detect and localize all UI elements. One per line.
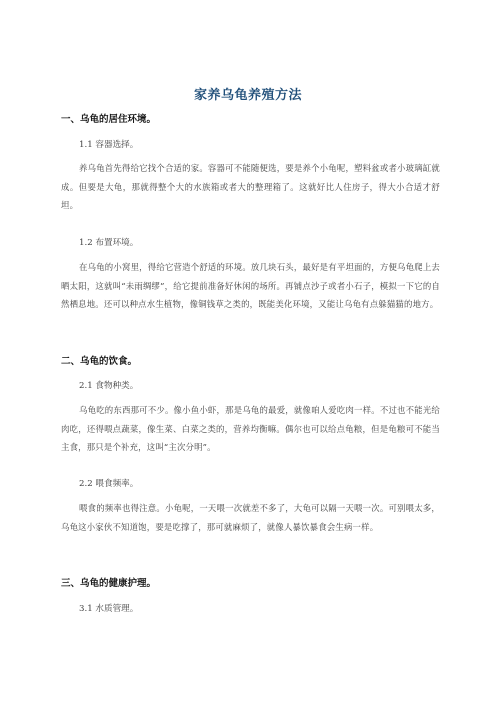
subsection-heading-2-2: 2.2 喂食频率。 <box>79 479 139 489</box>
paragraph-2-2: 喂食的频率也得注意。小龟呢，一天喂一次就差不多了，大龟可以隔一天喂一次。可别喂太多，乌龟这小家伙不知道饱，要是吃撑了，那可就麻烦了，就像人暴饮暴食会生病一样。 <box>61 503 440 532</box>
paragraph-1-2: 在乌龟的小窝里，得给它营造个舒适的环境。放几块石头，最好是有平坦面的，方便乌龟爬上去晒太阳，这就叫“未雨绸缪”，给它提前准备好休闲的场所。再铺点沙子或者小石子，模拟一下它的自然栖息地。还可以种点水生植物，像铜钱草之类的，既能美化环境，又能让乌龟有点躲猫猫的地方。 <box>61 262 440 309</box>
subsection-heading-2-1: 2.1 食物种类。 <box>79 381 139 391</box>
section-heading-2: 二、乌龟的饮食。 <box>61 356 138 367</box>
paragraph-2-1: 乌龟吃的东西那可不少。像小鱼小虾，那是乌龟的最爱，就像咱人爱吃肉一样。不过也不能光给肉吃，还得喂点蔬菜，像生菜、白菜之类的，营养均衡嘛。偶尔也可以给点龟粮，但是龟粮可不能当主食，那只是个补充，这叫“主次分明”。 <box>61 405 440 452</box>
document-title: 家养乌龟养殖方法 <box>193 88 302 103</box>
section-heading-3: 三、乌龟的健康护理。 <box>61 578 157 589</box>
subsection-heading-3-1: 3.1 水质管理。 <box>79 604 139 614</box>
section-heading-1: 一、乌龟的居住环境。 <box>61 114 157 125</box>
paragraph-1-1: 养乌龟首先得给它找个合适的家。容器可不能随便选，要是养个小龟呢，塑料盆或者小玻璃缸就成。但要是大龟，那就得整个大的水族箱或者大的整理箱了。这就好比人住房子，得大小合适才舒坦。 <box>61 163 440 210</box>
subsection-heading-1-1: 1.1 容器选择。 <box>79 140 139 150</box>
subsection-heading-1-2: 1.2 布置环境。 <box>79 238 139 248</box>
